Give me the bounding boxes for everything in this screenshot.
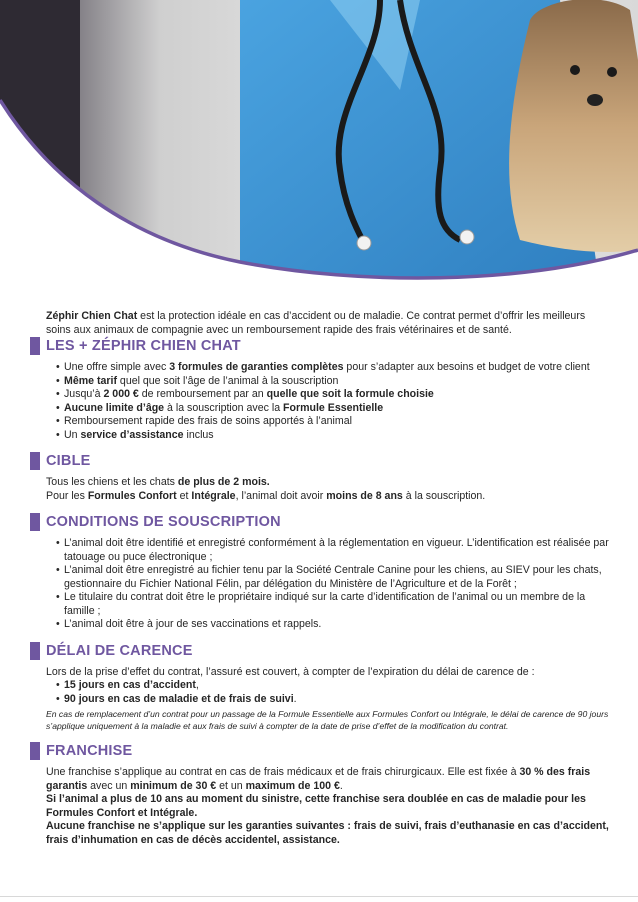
plus-list (46, 361, 612, 442)
franchise-p2: Si l’animal a plus de 10 ans au moment du sinistre, cette franchise sera doublée en cas de maladie pour les Formules Confort et Intégrale. (46, 793, 586, 819)
cible-line-2: Pour les Formules Confort et Intégrale, l’animal doit avoir moins de 8 ans à la souscription. (46, 489, 486, 502)
list-item: • L’animal doit être identifié et enregistré conformément à la réglementation en vigueur. L’identification est réalisée par tatouage ou puce électronique ; (56, 537, 612, 564)
list-item: • Jusqu’à 2 000 € de remboursement par an quelle que soit la formule choisie (56, 388, 612, 402)
section-conditions (46, 513, 612, 632)
conditions-list (46, 537, 612, 632)
section-title-conditions: CONDITIONS DE SOUSCRIPTION (46, 514, 281, 530)
section-marker (30, 452, 40, 470)
section-franchise (46, 742, 612, 847)
list-item: • 15 jours en cas d’accident, (56, 679, 612, 693)
section-marker (30, 513, 40, 531)
list-item: • Un service d’assistance inclus (56, 429, 612, 443)
section-carence (46, 642, 612, 733)
section-title-plus: LES + ZÉPHIR CHIEN CHAT (46, 338, 241, 354)
list-item: • Aucune limite d’âge à la souscription avec la Formule Essentielle (56, 402, 612, 416)
section-marker (30, 742, 40, 760)
intro-paragraph (46, 310, 612, 337)
list-item: • L’animal doit être à jour de ses vaccinations et rappels. (56, 618, 612, 632)
cible-line-1: Tous les chiens et les chats de plus de 2 mois. (46, 476, 270, 488)
carence-list (46, 679, 612, 706)
list-item: • Le titulaire du contrat doit être le propriétaire indiqué sur la carte d’identification de l’animal ou un membre de la famille ; (56, 591, 612, 618)
franchise-p3: Aucune franchise ne s’applique sur les garanties suivantes : frais de suivi, frais d’euthanasie en cas d’accident, frais d’inhumation en cas de décès accidentel, assistance. (46, 820, 609, 846)
section-marker (30, 337, 40, 355)
intro-brand: Zéphir Chien Chat (46, 310, 138, 322)
list-item: • L’animal doit être enregistré au fichier tenu par la Société Centrale Canine pour les chiens, au SIEV pour les chats, gestionnaire du Fichier National Félin, par délégation du Ministère de l’Agriculture et de la Forêt ; (56, 564, 612, 591)
carence-note: En cas de remplacement d’un contrat pour un passage de la Formule Essentielle aux Formules Confort ou Intégrale, le délai de carence de 90 jours s’applique uniquement à la maladie et aux frais de suivi à compter de la date de prise d’effet de la modification du contrat. (46, 709, 609, 731)
franchise-p1: Une franchise s’applique au contrat en cas de frais médicaux et de frais chirurgicaux. Elle est fixée à 30 % des frais garantis avec un minimum de 30 € et un maximum de 100 €. (46, 766, 591, 792)
section-marker (30, 642, 40, 660)
page-bottom-divider (0, 896, 638, 897)
list-item: • Remboursement rapide des frais de soins apportés à l’animal (56, 415, 612, 429)
list-item: • Une offre simple avec 3 formules de garanties complètes pour s’adapter aux besoins et budget de votre client (56, 361, 612, 375)
section-title-franchise: FRANCHISE (46, 743, 133, 759)
section-cible (46, 452, 612, 503)
veterinarian-with-dog-photo-icon (0, 0, 638, 290)
intro-text: est la protection idéale en cas d’accident ou de maladie. Ce contrat permet d’offrir les meilleurs soins aux animaux de compagnie avec un remboursement rapide des frais vétérinaires et de santé. (46, 310, 586, 336)
content (46, 310, 612, 857)
list-item: • Même tarif quel que soit l’âge de l’animal à la souscription (56, 375, 612, 389)
section-title-cible: CIBLE (46, 453, 91, 469)
hero-photo (0, 0, 638, 290)
list-item: • 90 jours en cas de maladie et de frais de suivi. (56, 693, 612, 707)
section-plus (46, 337, 612, 442)
section-title-carence: DÉLAI DE CARENCE (46, 642, 193, 659)
carence-intro: Lors de la prise d’effet du contrat, l’assuré est couvert, à compter de l’expiration du délai de carence de : (46, 665, 535, 678)
